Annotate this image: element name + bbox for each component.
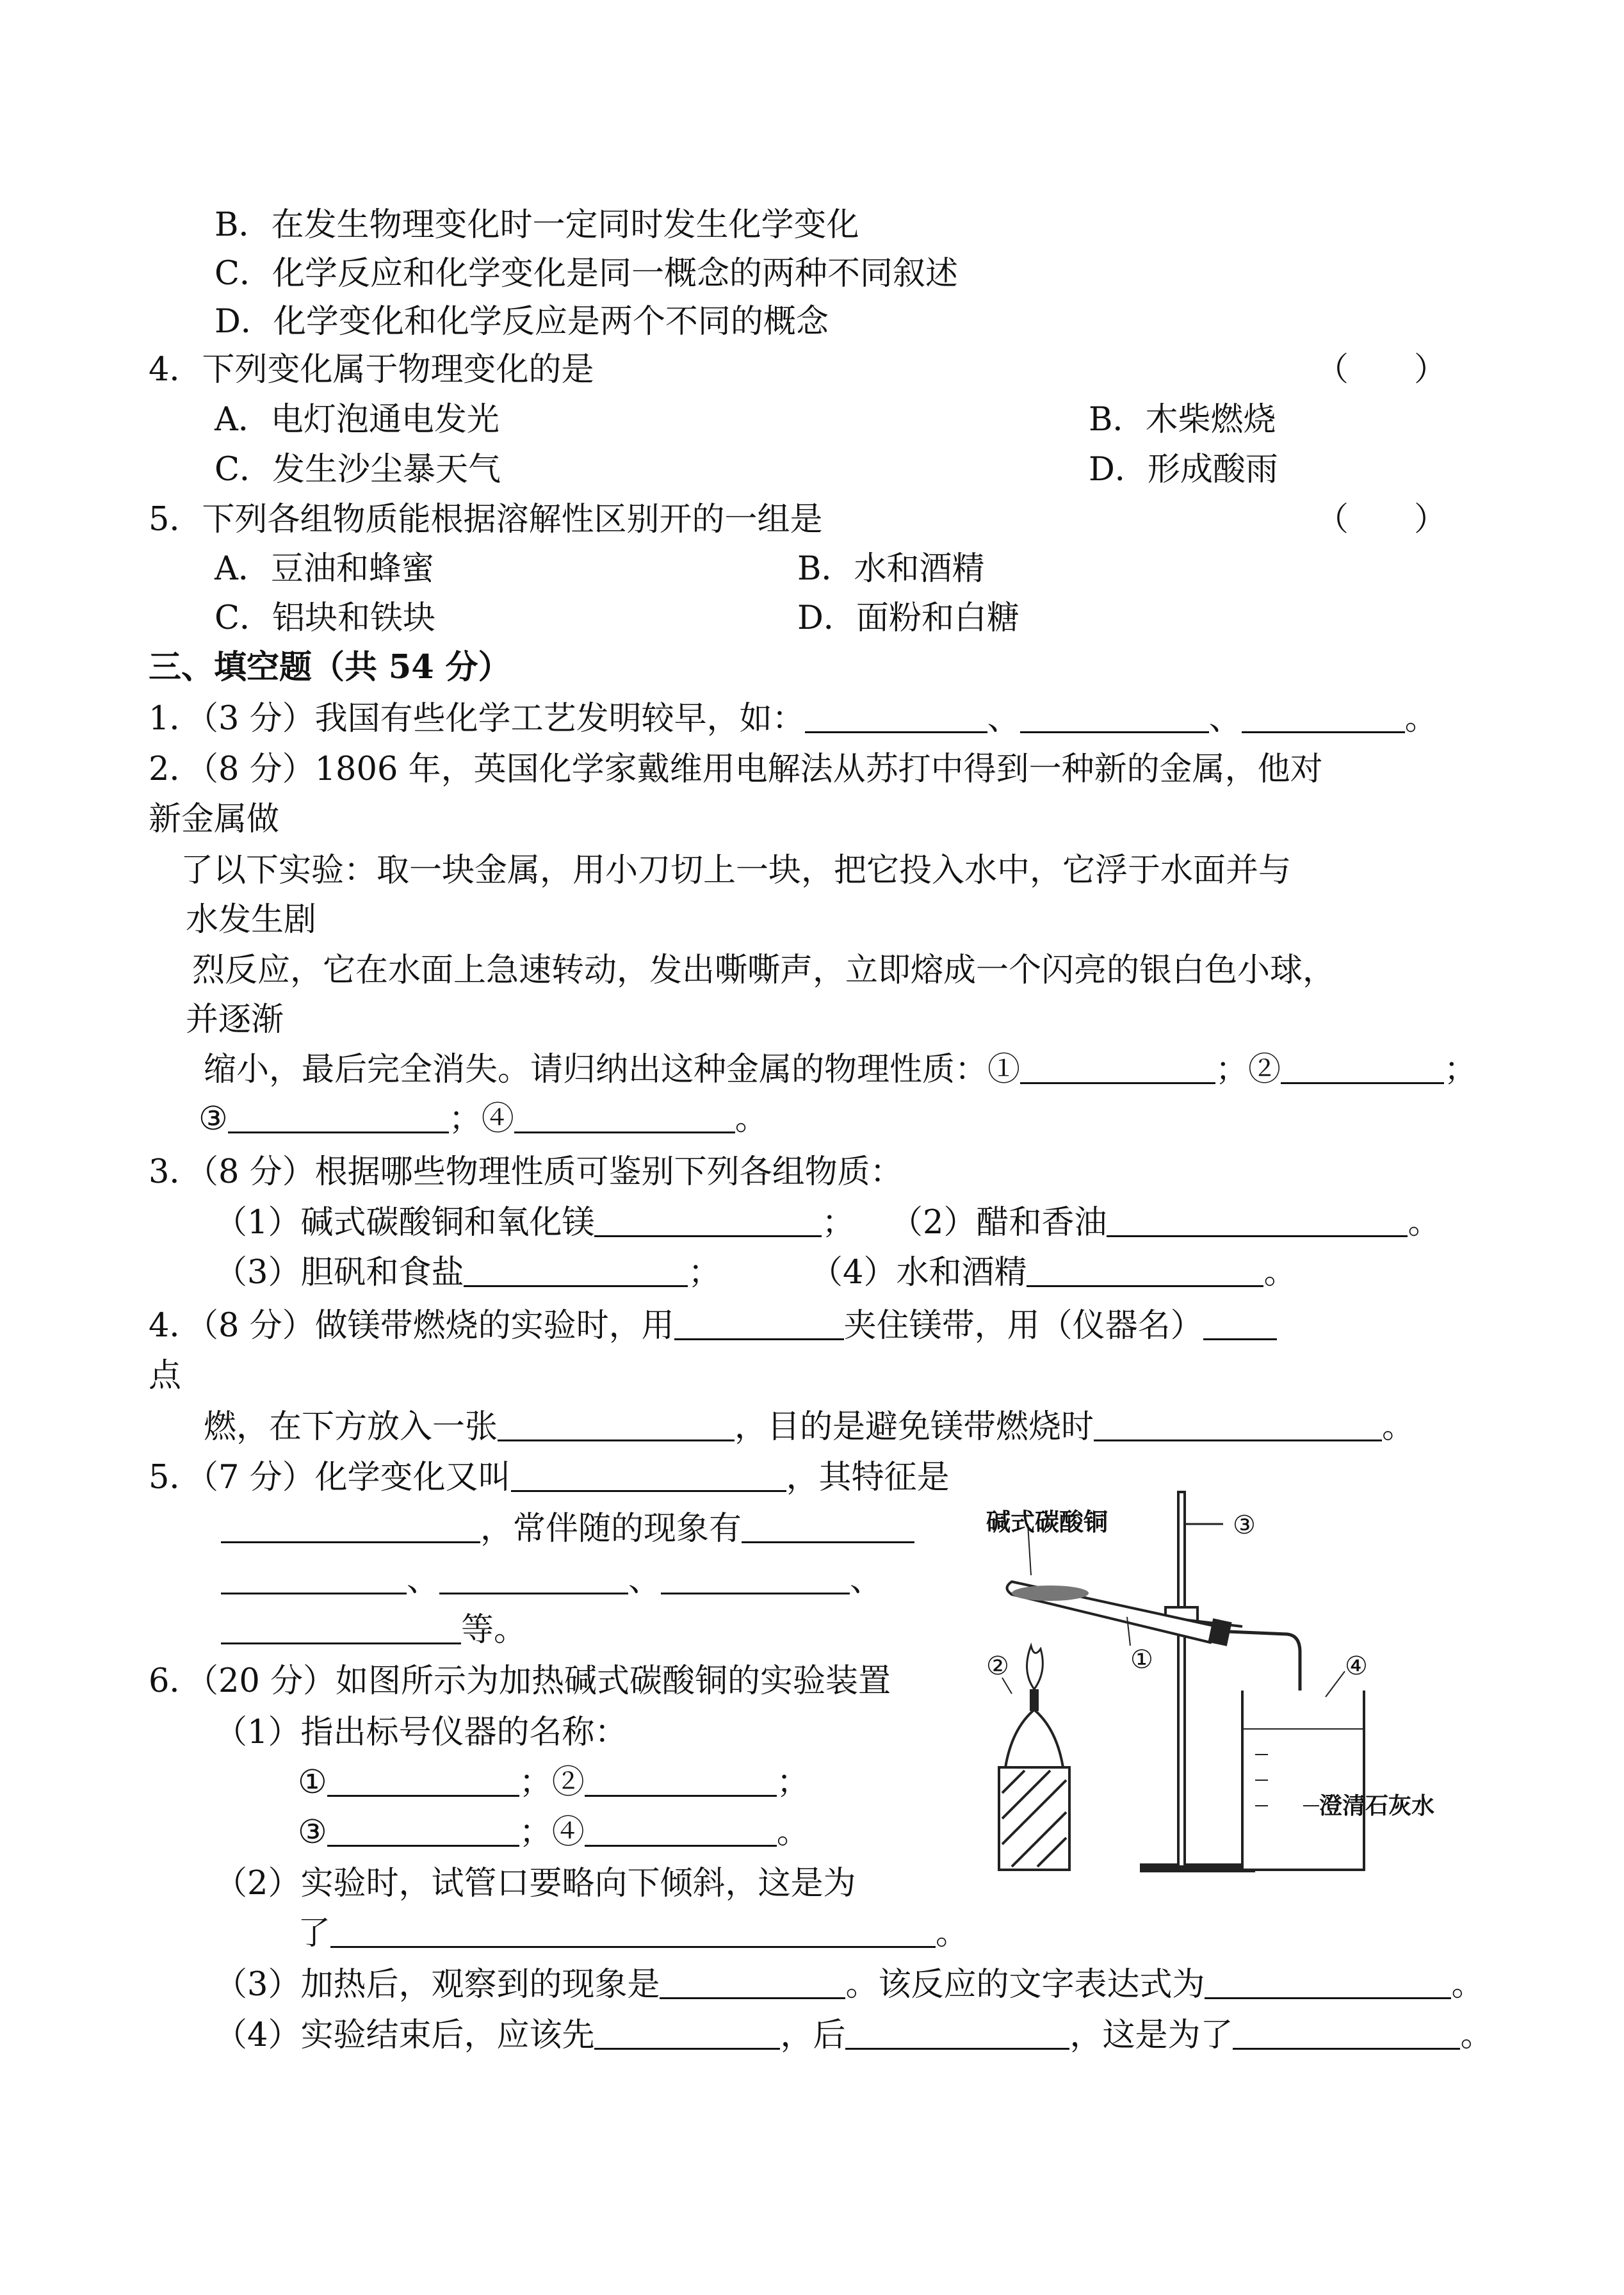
blank[interactable] bbox=[1242, 703, 1405, 733]
blank[interactable] bbox=[330, 1918, 936, 1948]
lamp-wick bbox=[1030, 1689, 1039, 1711]
alcohol-lamp bbox=[1005, 1710, 1063, 1767]
fill-5-line1: 5．（7 分）化学变化又叫 ，其特征是 bbox=[149, 1459, 950, 1496]
section-title: 三、填空题（共 54 分） bbox=[149, 648, 511, 686]
fill-2-line7: 缩小，最后完全消失。请归纳出这种金属的物理性质：① ；② ； bbox=[204, 1051, 1477, 1089]
flame-icon bbox=[1027, 1646, 1043, 1689]
figure-label-limewater: 澄清石灰水 bbox=[1319, 1792, 1435, 1819]
fill-6-names-row2: ③ ；④ 。 bbox=[298, 1813, 809, 1851]
fill-6-sub2-cont: 了 。 bbox=[298, 1915, 969, 1952]
apparatus-figure bbox=[986, 1486, 1473, 1883]
fill-4-line3: 燃，在下方放入一张 ，目的是避免镁带燃烧时 。 bbox=[204, 1408, 1415, 1446]
blank[interactable] bbox=[464, 1257, 688, 1287]
figure-marker-2: ② bbox=[986, 1651, 1009, 1681]
blank[interactable] bbox=[1205, 1969, 1451, 1999]
q5-option-d: D．面粉和白糖 bbox=[797, 599, 1019, 637]
fill-3-item-3: （3）胆矾和食盐 ； bbox=[215, 1254, 721, 1292]
blank[interactable] bbox=[805, 703, 987, 733]
fill-2-line8: ③ ；④ 。 bbox=[199, 1100, 768, 1138]
stand-rod bbox=[1178, 1492, 1185, 1867]
blank[interactable] bbox=[585, 1767, 777, 1797]
fill-6-sub2: （2）实验时，试管口要略向下倾斜，这是为 bbox=[215, 1865, 856, 1902]
fill-6-stem: 6．（20 分）如图所示为加热碱式碳酸铜的实验装置 bbox=[149, 1662, 891, 1700]
q5-option-c: C．铝块和铁块 bbox=[215, 599, 436, 637]
blank[interactable] bbox=[594, 2020, 780, 2050]
sample-powder bbox=[1012, 1585, 1089, 1601]
q5-stem: 5．下列各组物质能根据溶解性区别开的一组是 bbox=[149, 501, 823, 539]
fill-2-line5: 烈反应，它在水面上急速转动，发出嘶嘶声，立即熔成一个闪亮的银白色小球， bbox=[192, 952, 1336, 989]
fill-1: 1．（3 分）我国有些化学工艺发明较早，如： 、 、 。 bbox=[149, 700, 1438, 738]
blank[interactable] bbox=[660, 1969, 845, 1999]
fill-6-names-row1: ① ；② ； bbox=[298, 1764, 809, 1801]
blank[interactable] bbox=[845, 2020, 1069, 2050]
fill-2-line2: 新金属做 bbox=[149, 800, 280, 838]
fill-2-line4: 水发生剧 bbox=[186, 901, 317, 939]
fill-6-sub4: （4）实验结束后，应该先 ，后 ，这是为了 。 bbox=[215, 2016, 1493, 2054]
q4-option-a: A．电灯泡通电发光 bbox=[215, 401, 499, 439]
q4-option-b: B．木柴燃烧 bbox=[1089, 401, 1276, 439]
blank[interactable] bbox=[221, 1513, 480, 1543]
fill-6-sub3: （3）加热后，观察到的现象是 。该反应的文字表达式为 。 bbox=[215, 1966, 1484, 2004]
figure-marker-1: ① bbox=[1130, 1645, 1153, 1675]
option-b: B．在发生物理变化时一定同时发生化学变化 bbox=[215, 206, 859, 244]
blank[interactable] bbox=[1027, 1257, 1263, 1287]
blank[interactable] bbox=[1281, 1054, 1444, 1084]
option-c: C．化学反应和化学变化是同一概念的两种不同叙述 bbox=[215, 255, 959, 293]
q4-stem: 4．下列变化属于物理变化的是 bbox=[149, 351, 594, 389]
fill-4-line1: 4．（8 分）做镁带燃烧的实验时，用 夹住镁带，用（仪器名） bbox=[149, 1310, 1277, 1342]
q4-answer-paren: （ ） bbox=[1316, 351, 1447, 389]
blank[interactable] bbox=[221, 1564, 407, 1594]
blank[interactable] bbox=[742, 1513, 914, 1543]
blank[interactable] bbox=[439, 1564, 628, 1594]
q4-option-d: D．形成酸雨 bbox=[1089, 451, 1278, 489]
fill-2-line3: 了以下实验：取一块金属，用小刀切上一块，把它投入水中，它浮于水面并与 bbox=[181, 852, 1292, 889]
blank[interactable] bbox=[1020, 1054, 1215, 1084]
blank[interactable] bbox=[221, 1614, 461, 1644]
q5-answer-paren: （ ） bbox=[1316, 501, 1447, 539]
figure-marker-4: ④ bbox=[1345, 1651, 1368, 1681]
fill-5-line3: 、 、 、 bbox=[221, 1564, 882, 1596]
fill-2-line1: 2．（8 分）1806 年，英国化学家戴维用电解法从苏打中得到一种新的金属，他对 bbox=[149, 750, 1323, 788]
fill-3-item-1: （1）碱式碳酸铜和氧化镁 ； bbox=[215, 1204, 855, 1242]
blank[interactable] bbox=[1203, 1310, 1277, 1340]
fill-5-line2: ，常伴随的现象有 bbox=[221, 1512, 914, 1545]
option-d: D．化学变化和化学反应是两个不同的概念 bbox=[215, 303, 829, 341]
fill-2-line6: 并逐渐 bbox=[186, 1001, 284, 1039]
blank[interactable] bbox=[1094, 1411, 1382, 1441]
blank[interactable] bbox=[674, 1310, 844, 1340]
fill-3-item-2: （2）醋和香油 。 bbox=[890, 1204, 1441, 1242]
blank[interactable] bbox=[514, 1103, 735, 1133]
blank[interactable] bbox=[594, 1207, 822, 1237]
blank[interactable] bbox=[661, 1564, 850, 1594]
stand-base bbox=[1140, 1863, 1255, 1872]
q5-option-b: B．水和酒精 bbox=[797, 550, 985, 588]
blank[interactable] bbox=[1020, 703, 1209, 733]
q4-option-c: C．发生沙尘暴天气 bbox=[215, 451, 501, 489]
blank[interactable] bbox=[327, 1817, 519, 1847]
fill-3-item-4: （4）水和酒精 。 bbox=[810, 1254, 1297, 1292]
figure-marker-3: ③ bbox=[1233, 1511, 1256, 1540]
blank[interactable] bbox=[1233, 2020, 1460, 2050]
figure-label-sample: 碱式碳酸铜 bbox=[986, 1509, 1108, 1536]
blank[interactable] bbox=[228, 1103, 449, 1133]
q5-option-a: A．豆油和蜂蜜 bbox=[215, 550, 434, 588]
fill-5-line4: 等。 bbox=[221, 1614, 526, 1646]
blank[interactable] bbox=[511, 1462, 786, 1492]
fill-4-line2: 点 bbox=[149, 1357, 182, 1395]
blank[interactable] bbox=[1107, 1207, 1408, 1237]
fill-3-stem: 3．（8 分）根据哪些物理性质可鉴别下列各组物质： bbox=[149, 1153, 903, 1191]
blank[interactable] bbox=[327, 1767, 519, 1797]
blank[interactable] bbox=[498, 1411, 735, 1441]
blank[interactable] bbox=[585, 1817, 777, 1847]
fill-6-sub1: （1）指出标号仪器的名称： bbox=[215, 1714, 628, 1751]
